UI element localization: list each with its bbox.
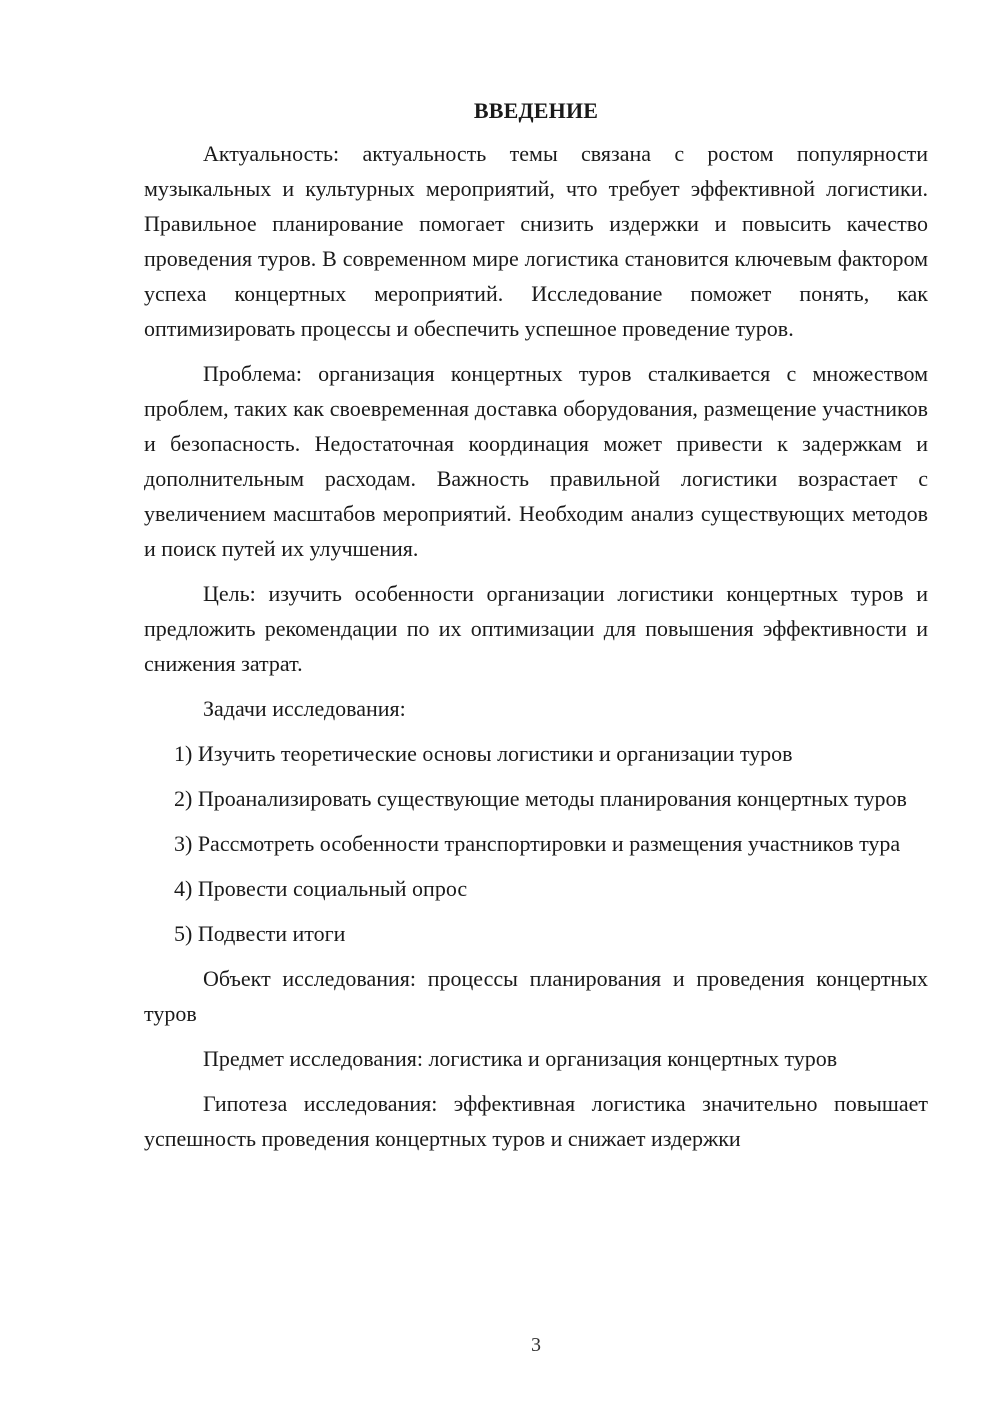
task-item-3: 3) Рассмотреть особенности транспортировки и размещения участников тура [174,831,901,856]
paragraph-tasks-intro: Задачи исследования: [203,696,406,721]
paragraph-problem: Проблема: организация концертных туров сталкивается с множеством проблем, таких как своевременная доставка оборудования, размещение участников и безопасность. Недостаточная координация может привести к задержкам и дополнительным расходам. Важность правильной логистики возрастает с увеличением масштабов мероприятий. Необходим анализ существующих методов и поиск путей их улучшения. [144,361,928,561]
section-heading: ВВЕДЕНИЕ [473,98,599,123]
paragraph-relevance: Актуальность: актуальность темы связана с ростом популярности музыкальных и культурных мероприятий, что требует эффективной логистики. Правильное планирование помогает снизить издержки и повысить качество проведения туров. В современном мире логистика становится ключевым фактором успеха концертных мероприятий. Исследование поможет понять, как оптимизировать процессы и обеспечить успешное проведение туров. [144,141,928,341]
task-item-5: 5) Подвести итоги [174,921,346,946]
paragraph-subject: Предмет исследования: логистика и организация концертных туров [203,1046,838,1071]
task-item-2: 2) Проанализировать существующие методы планирования концертных туров [174,786,907,811]
paragraph-object: Объект исследования: процессы планирования и проведения концертных туров [144,966,928,1026]
page-content [144,94,928,1156]
page-number: 3 [531,1334,541,1356]
task-item-1: 1) Изучить теоретические основы логистики и организации туров [174,741,793,766]
paragraph-goal: Цель: изучить особенности организации логистики концертных туров и предложить рекомендации по их оптимизации для повышения эффективности и снижения затрат. [144,581,928,676]
task-item-4: 4) Провести социальный опрос [174,876,468,901]
paragraph-hypothesis: Гипотеза исследования: эффективная логистика значительно повышает успешность проведения концертных туров и снижает издержки [144,1091,928,1151]
